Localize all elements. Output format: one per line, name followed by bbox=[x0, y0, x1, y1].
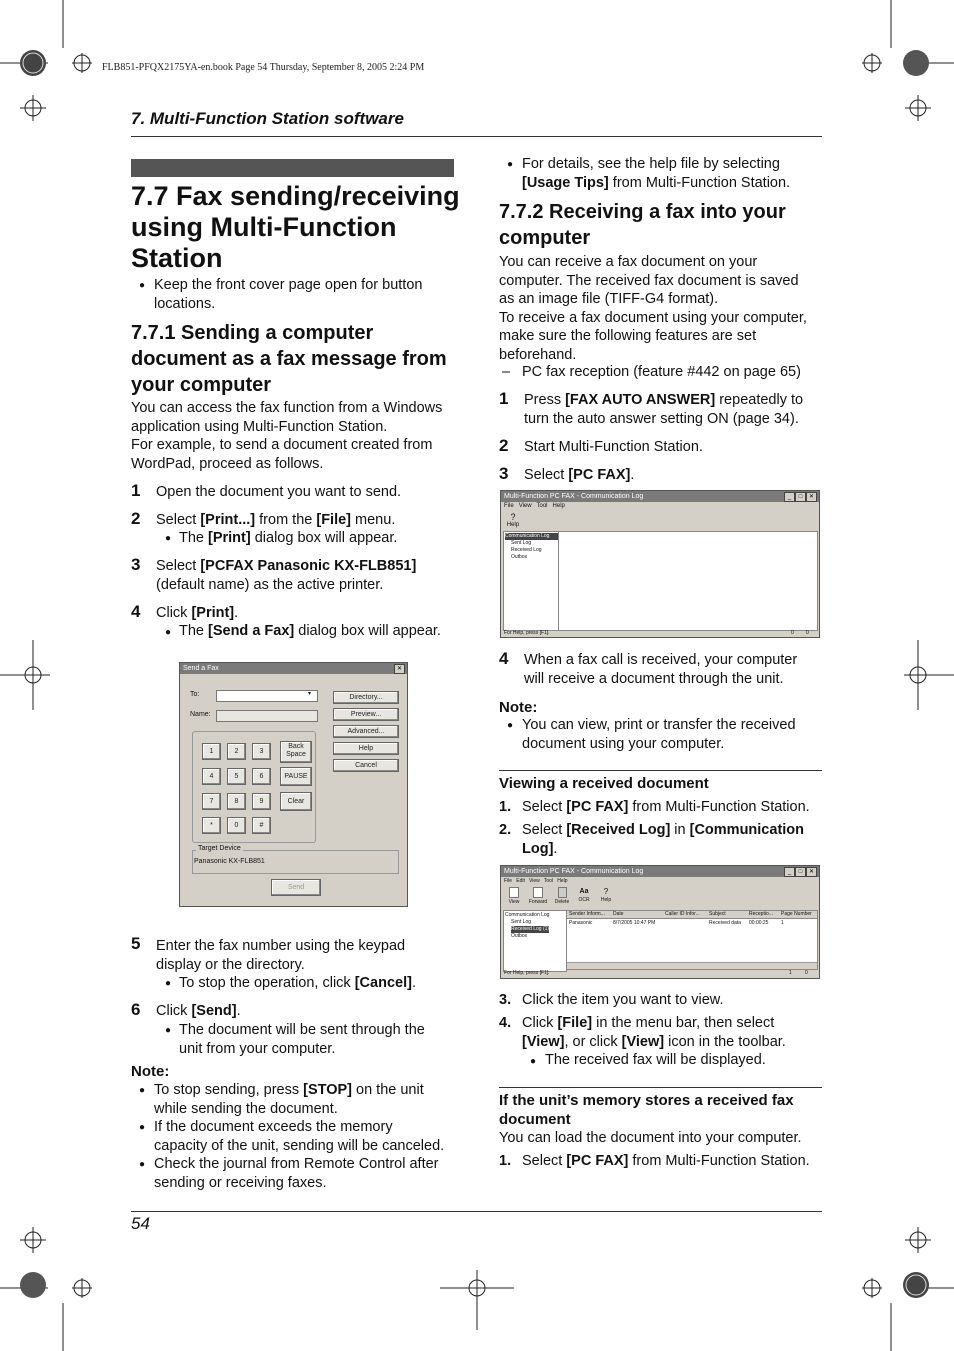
note-item: If the document exceeds the memory capacity of the unit, sending will be canceled. bbox=[154, 1119, 445, 1154]
note-item: Check the journal from Remote Control after sending or receiving faxes. bbox=[154, 1156, 439, 1191]
step-bullet: The document will be sent through the unit from your computer. bbox=[179, 1022, 425, 1057]
bullet-icon: ● bbox=[139, 1085, 146, 1096]
step-text: Start Multi-Function Station. bbox=[524, 439, 703, 455]
list-text: Select [PC FAX] from Multi-Function Station. bbox=[522, 1153, 810, 1169]
question-icon: ? bbox=[603, 887, 609, 896]
column-header[interactable]: Subject bbox=[709, 911, 726, 917]
step-text: Select [PC FAX]. bbox=[524, 467, 635, 483]
name-input[interactable] bbox=[216, 710, 318, 722]
key-9[interactable]: 9 bbox=[252, 793, 271, 810]
key-3[interactable]: 3 bbox=[252, 743, 271, 760]
footer-rule bbox=[131, 1211, 822, 1212]
question-icon: ? bbox=[510, 512, 516, 522]
memory-para: You can load the document into your computer. bbox=[499, 1130, 802, 1146]
help-toolbar-button[interactable]: ? Help bbox=[598, 887, 614, 903]
step-text: Click [Print]. bbox=[156, 605, 239, 621]
status-bar: For Help, press [F1]. bbox=[504, 630, 550, 636]
column-header[interactable]: Caller ID Infor... bbox=[665, 911, 700, 917]
back-space-button[interactable]: Back Space bbox=[280, 741, 312, 763]
menu-help[interactable]: Help bbox=[552, 503, 565, 509]
table-cell: 00:00:25 bbox=[749, 920, 769, 926]
subsection-rule bbox=[499, 770, 822, 771]
forward-toolbar-button[interactable]: Forward bbox=[528, 887, 548, 905]
bullet-icon: ● bbox=[165, 533, 172, 544]
folder-tree bbox=[503, 531, 560, 631]
help-toolbar-button[interactable]: ? Help bbox=[506, 512, 520, 528]
key-5[interactable]: 5 bbox=[227, 768, 246, 785]
list-bullet: The received fax will be displayed. bbox=[545, 1052, 766, 1068]
maximize-icon[interactable]: □ bbox=[795, 867, 806, 877]
status-count: 0 bbox=[806, 630, 809, 636]
maximize-icon[interactable]: □ bbox=[795, 492, 806, 502]
title-bar bbox=[131, 159, 454, 177]
tree-item[interactable]: Communication Log bbox=[505, 912, 550, 918]
list-number: 1. bbox=[499, 799, 512, 815]
column-header[interactable]: Page Number bbox=[781, 911, 812, 917]
folder-tree bbox=[503, 910, 567, 972]
step-text: Select [PCFAX Panasonic KX-FLB851] (default name) as the active printer. bbox=[156, 558, 417, 593]
tree-item[interactable]: Outbox bbox=[511, 554, 528, 560]
view-toolbar-button[interactable]: View bbox=[506, 887, 522, 905]
window-titlebar: Multi-Function PC FAX - Communication Log bbox=[501, 866, 819, 877]
target-device-value: Panasonic KX-FLB851 bbox=[194, 858, 265, 865]
key-star[interactable]: * bbox=[202, 817, 221, 834]
bullet-icon: ● bbox=[507, 720, 514, 731]
list-number: 4. bbox=[499, 1015, 512, 1031]
sending-intro: You can access the fax function from a Windows application using Multi-Function Station. For example, to send a document created from WordPad, proceed as follows. bbox=[131, 400, 443, 472]
table-row[interactable] bbox=[567, 920, 817, 927]
advanced-button[interactable]: Advanced... bbox=[333, 725, 399, 738]
menu-file[interactable]: File bbox=[504, 503, 514, 509]
list-text: Click the item you want to view. bbox=[522, 992, 724, 1008]
section-header: 7. Multi-Function Station software bbox=[131, 109, 404, 128]
pause-button[interactable]: PAUSE bbox=[280, 767, 312, 786]
name-label: Name: bbox=[190, 711, 211, 718]
step-number: 1 bbox=[131, 481, 141, 500]
list-number: 3. bbox=[499, 992, 512, 1008]
step-number: 3 bbox=[499, 464, 509, 483]
key-0[interactable]: 0 bbox=[227, 817, 246, 834]
step-number: 6 bbox=[131, 1000, 141, 1019]
dash-item: PC fax reception (feature #442 on page 65) bbox=[522, 364, 801, 380]
key-4[interactable]: 4 bbox=[202, 768, 221, 785]
target-device-label: Target Device bbox=[198, 845, 241, 852]
step-number: 2 bbox=[499, 436, 509, 455]
step-number: 4 bbox=[499, 649, 509, 668]
chevron-down-icon[interactable]: ▾ bbox=[308, 691, 312, 697]
usage-tips-bullet: For details, see the help file by selecting [Usage Tips] from Multi-Function Station. bbox=[522, 156, 791, 191]
log-list-pane bbox=[558, 531, 818, 631]
heading-7-7-2: 7.7.2 Receiving a fax into your computer bbox=[499, 201, 786, 249]
communication-log-window bbox=[500, 490, 820, 638]
cancel-button[interactable]: Cancel bbox=[333, 759, 399, 772]
delete-toolbar-button[interactable]: Delete bbox=[554, 887, 570, 905]
bullet-icon: ● bbox=[139, 1122, 146, 1133]
step-bullet: To stop the operation, click [Cancel]. bbox=[179, 975, 416, 991]
status-count: 0 bbox=[805, 970, 808, 976]
forward-icon bbox=[533, 887, 543, 898]
step-number: 4 bbox=[131, 602, 141, 621]
table-cell: 1 bbox=[781, 920, 784, 926]
step-number: 2 bbox=[131, 509, 141, 528]
directory-button[interactable]: Directory... bbox=[333, 691, 399, 704]
tree-item[interactable]: Received Log bbox=[511, 547, 542, 553]
status-count: 1 bbox=[789, 970, 792, 976]
column-header[interactable]: Date bbox=[613, 911, 624, 917]
table-cell: Panasonic bbox=[569, 920, 593, 926]
step-number: 5 bbox=[131, 934, 141, 953]
menu-view[interactable]: View bbox=[529, 878, 540, 884]
menu-edit[interactable]: Edit bbox=[516, 878, 525, 884]
step-bullet: The [Send a Fax] dialog box will appear. bbox=[179, 623, 441, 639]
note-label: Note: bbox=[131, 1063, 170, 1080]
bullet-icon: ● bbox=[165, 627, 172, 638]
view-icon bbox=[509, 887, 519, 898]
page-number: 54 bbox=[131, 1214, 150, 1233]
received-log-table bbox=[566, 910, 818, 970]
viewing-heading: Viewing a received document bbox=[499, 775, 709, 792]
menu-help[interactable]: Help bbox=[557, 878, 568, 884]
tree-item[interactable]: Communication Log bbox=[505, 533, 558, 540]
key-7[interactable]: 7 bbox=[202, 793, 221, 810]
receiving-intro: You can receive a fax document on your computer. The received fax document is saved as an image file (TIFF-G4 format). To receive a fax document using your computer, make sure the following features are set beforehand. bbox=[499, 254, 807, 363]
ocr-icon: Aa bbox=[579, 888, 589, 895]
step-number: 1 bbox=[499, 389, 509, 408]
menu-view[interactable]: View bbox=[518, 503, 532, 509]
note-label: Note: bbox=[499, 699, 538, 716]
preview-button[interactable]: Preview... bbox=[333, 708, 399, 721]
step-number: 3 bbox=[131, 555, 141, 574]
close-icon[interactable]: ✕ bbox=[806, 492, 817, 502]
menu-tool[interactable]: Tool bbox=[536, 503, 548, 509]
step-text: Open the document you want to send. bbox=[156, 484, 402, 500]
note-item: To stop sending, press [STOP] on the unit while sending the document. bbox=[154, 1082, 424, 1117]
key-2[interactable]: 2 bbox=[227, 743, 246, 760]
bullet-icon: ● bbox=[165, 978, 172, 989]
menu-file[interactable]: File bbox=[504, 878, 513, 884]
status-bar: For Help, press [F1]. bbox=[504, 970, 550, 976]
note-item: You can view, print or transfer the received document using your computer. bbox=[522, 717, 796, 752]
send-fax-dialog bbox=[179, 662, 408, 907]
to-label: To: bbox=[190, 691, 200, 698]
tree-item[interactable]: Outbox bbox=[511, 933, 528, 939]
bullet-icon: ● bbox=[507, 159, 514, 170]
bullet-icon: ● bbox=[139, 280, 146, 291]
menu-tool[interactable]: Tool bbox=[543, 878, 554, 884]
table-cell: Received data bbox=[709, 920, 741, 926]
step-text: Click [Send]. bbox=[156, 1003, 241, 1019]
intro-bullet: Keep the front cover page open for button locations. bbox=[154, 277, 423, 312]
tree-item[interactable]: Sent Log bbox=[511, 919, 532, 925]
clear-button[interactable]: Clear bbox=[280, 792, 312, 811]
step-text: Enter the fax number using the keypad display or the directory. bbox=[156, 938, 406, 973]
bullet-icon: ● bbox=[530, 1056, 537, 1067]
key-1[interactable]: 1 bbox=[202, 743, 221, 760]
close-icon[interactable]: ✕ bbox=[394, 664, 405, 674]
step-bullet: The [Print] dialog box will appear. bbox=[179, 530, 398, 546]
table-cell: 8/7/2005 10:47 PM bbox=[613, 920, 656, 926]
minimize-icon[interactable]: _ bbox=[784, 492, 795, 502]
window-titlebar: Multi-Function PC FAX - Communication Log bbox=[501, 491, 819, 502]
help-button[interactable]: Help bbox=[333, 742, 399, 755]
key-hash[interactable]: # bbox=[252, 817, 271, 834]
bullet-icon: ● bbox=[139, 1159, 146, 1170]
send-button[interactable]: Send bbox=[271, 879, 321, 896]
menu-bar bbox=[504, 503, 565, 509]
list-text: Select [Received Log] in [Communication Log]. bbox=[522, 822, 805, 857]
tree-item[interactable]: Sent Log bbox=[511, 540, 532, 546]
minimize-icon[interactable]: _ bbox=[784, 867, 795, 877]
received-log-window bbox=[500, 865, 820, 979]
step-text: Select [Print...] from the [File] menu. bbox=[156, 512, 396, 528]
step-text: When a fax call is received, your computer will receive a document through the unit. bbox=[524, 652, 798, 687]
list-number: 2. bbox=[499, 822, 512, 838]
table-header bbox=[567, 911, 817, 919]
menu-bar bbox=[504, 878, 568, 884]
column-header[interactable]: Receptio... bbox=[749, 911, 773, 917]
subsection-rule bbox=[499, 1087, 822, 1088]
dialog-titlebar: Send a Fax bbox=[180, 663, 407, 674]
print-meta-line: FLB851-PFQX2175YA-en.book Page 54 Thursday, September 8, 2005 2:24 PM bbox=[102, 62, 425, 73]
header-rule bbox=[131, 136, 822, 137]
list-text: Click [File] in the menu bar, then select [View], or click [View] icon in the toolbar. bbox=[522, 1015, 786, 1050]
step-text: Press [FAX AUTO ANSWER] repeatedly to turn the auto answer setting ON (page 34). bbox=[524, 392, 804, 427]
key-6[interactable]: 6 bbox=[252, 768, 271, 785]
ocr-toolbar-button[interactable]: Aa OCR bbox=[576, 887, 592, 903]
status-count: 0 bbox=[791, 630, 794, 636]
memory-heading: If the unit’s memory stores a received fax document bbox=[499, 1092, 794, 1128]
heading-7-7-1: 7.7.1 Sending a computer document as a fax message from your computer bbox=[131, 322, 447, 396]
column-header[interactable]: Sender Inform... bbox=[569, 911, 605, 917]
close-icon[interactable]: ✕ bbox=[806, 867, 817, 877]
list-text: Select [PC FAX] from Multi-Function Station. bbox=[522, 799, 810, 815]
tree-item[interactable]: Received Log (1) bbox=[511, 926, 550, 932]
horizontal-scrollbar[interactable] bbox=[567, 962, 817, 969]
trash-icon bbox=[558, 887, 567, 898]
list-number: 1. bbox=[499, 1153, 512, 1169]
to-input[interactable] bbox=[216, 690, 318, 702]
key-8[interactable]: 8 bbox=[227, 793, 246, 810]
page-title: 7.7 Fax sending/receiving using Multi-Function Station bbox=[131, 181, 460, 273]
dash-marker: – bbox=[502, 364, 511, 380]
bullet-icon: ● bbox=[165, 1025, 172, 1036]
